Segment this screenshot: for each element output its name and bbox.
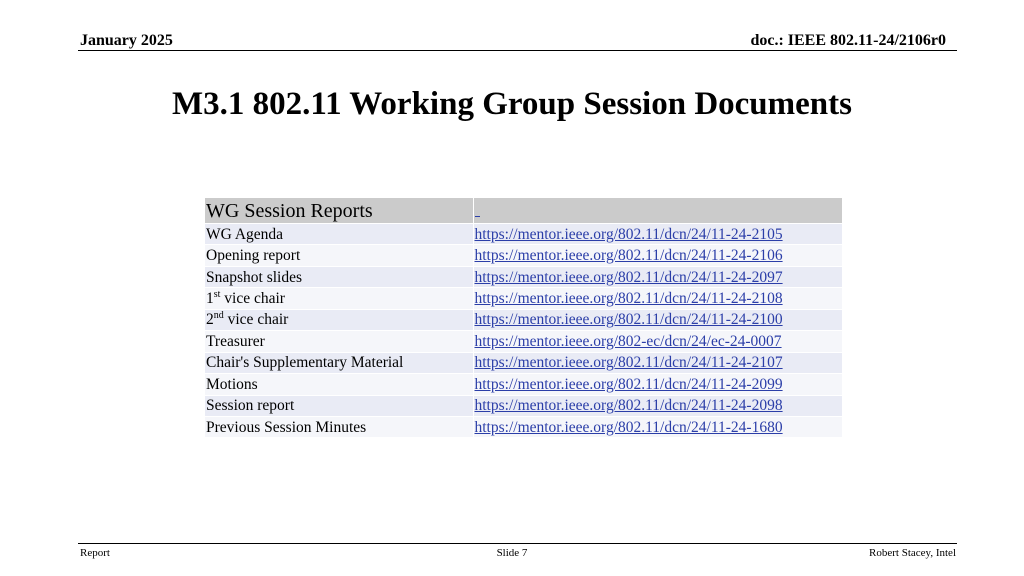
document-link-cell	[473, 288, 842, 309]
document-link[interactable]: https://mentor.ieee.org/802.11/dcn/24/11-24-2105	[474, 225, 783, 243]
document-link-cell	[473, 374, 842, 395]
document-label-rest: vice chair	[220, 290, 285, 308]
document-label-cell	[205, 224, 473, 245]
table-header-title: WG Session Reports	[205, 198, 473, 224]
document-link-cell	[473, 266, 842, 287]
table-row	[205, 224, 842, 245]
document-label: Treasurer	[206, 332, 265, 350]
document-label: Chair's Supplementary Material	[206, 354, 404, 372]
document-label-cell	[205, 352, 473, 373]
table-row	[205, 374, 842, 395]
table-row	[205, 245, 842, 266]
document-label-cell	[205, 374, 473, 395]
document-label: Motions	[206, 375, 258, 393]
document-label: Previous Session Minutes	[206, 418, 367, 436]
header-date: January 2025	[80, 32, 173, 49]
document-label-cell	[205, 395, 473, 416]
slide-title: M3.1 802.11 Working Group Session Documents	[172, 86, 852, 122]
footer-left: Report	[80, 547, 110, 559]
session-documents-table	[205, 198, 843, 438]
document-link-cell	[473, 224, 842, 245]
header-doc-id: doc.: IEEE 802.11-24/2106r0	[750, 32, 946, 49]
footer-rule	[78, 543, 957, 544]
document-label-cell	[205, 331, 473, 352]
table-header-row	[205, 198, 842, 224]
document-link[interactable]: https://mentor.ieee.org/802.11/dcn/24/11-24-2100	[474, 311, 783, 329]
ordinal-suffix: nd	[213, 310, 224, 322]
table-header-link-cell[interactable]	[473, 198, 842, 224]
document-link[interactable]: https://mentor.ieee.org/802.11/dcn/24/11-24-2098	[474, 397, 783, 415]
document-label: 1	[206, 290, 214, 308]
document-link[interactable]: https://mentor.ieee.org/802.11/dcn/24/11-24-2099	[474, 375, 783, 393]
document-link[interactable]: https://mentor.ieee.org/802.11/dcn/24/11-24-2107	[474, 354, 783, 372]
header-rule	[78, 50, 957, 51]
document-label: Session report	[206, 397, 295, 415]
document-label: Snapshot slides	[206, 268, 303, 286]
table-row	[205, 331, 842, 352]
document-link-cell	[473, 331, 842, 352]
document-link-cell	[473, 416, 842, 437]
document-label-cell	[205, 266, 473, 287]
document-link-cell	[473, 309, 842, 330]
document-label-cell	[205, 309, 473, 330]
document-label-cell	[205, 288, 473, 309]
table-row	[205, 266, 842, 287]
document-label-cell	[205, 245, 473, 266]
table-row	[205, 352, 842, 373]
table-row	[205, 309, 842, 330]
document-link[interactable]: https://mentor.ieee.org/802.11/dcn/24/11-24-2097	[474, 268, 783, 286]
document-label-rest: vice chair	[223, 311, 289, 329]
document-link[interactable]: https://mentor.ieee.org/802.11/dcn/24/11-24-2106	[474, 247, 783, 265]
footer-author: Robert Stacey, Intel	[869, 547, 956, 559]
ordinal-suffix: st	[213, 288, 221, 300]
document-link-cell	[473, 395, 842, 416]
table-row	[205, 395, 842, 416]
document-label: Opening report	[206, 247, 301, 265]
table-row	[205, 288, 842, 309]
table-row	[205, 416, 842, 437]
document-label: 2	[206, 311, 214, 329]
document-label: WG Agenda	[206, 225, 284, 243]
document-link[interactable]: https://mentor.ieee.org/802.11/dcn/24/11-24-2108	[474, 290, 783, 308]
empty-link[interactable]	[475, 208, 480, 217]
document-link-cell	[473, 245, 842, 266]
footer-slide-number: Slide 7	[496, 547, 528, 559]
document-link[interactable]: https://mentor.ieee.org/802-ec/dcn/24/ec-24-0007	[474, 332, 782, 350]
document-link[interactable]: https://mentor.ieee.org/802.11/dcn/24/11-24-1680	[474, 418, 783, 436]
document-label-cell	[205, 416, 473, 437]
document-link-cell	[473, 352, 842, 373]
